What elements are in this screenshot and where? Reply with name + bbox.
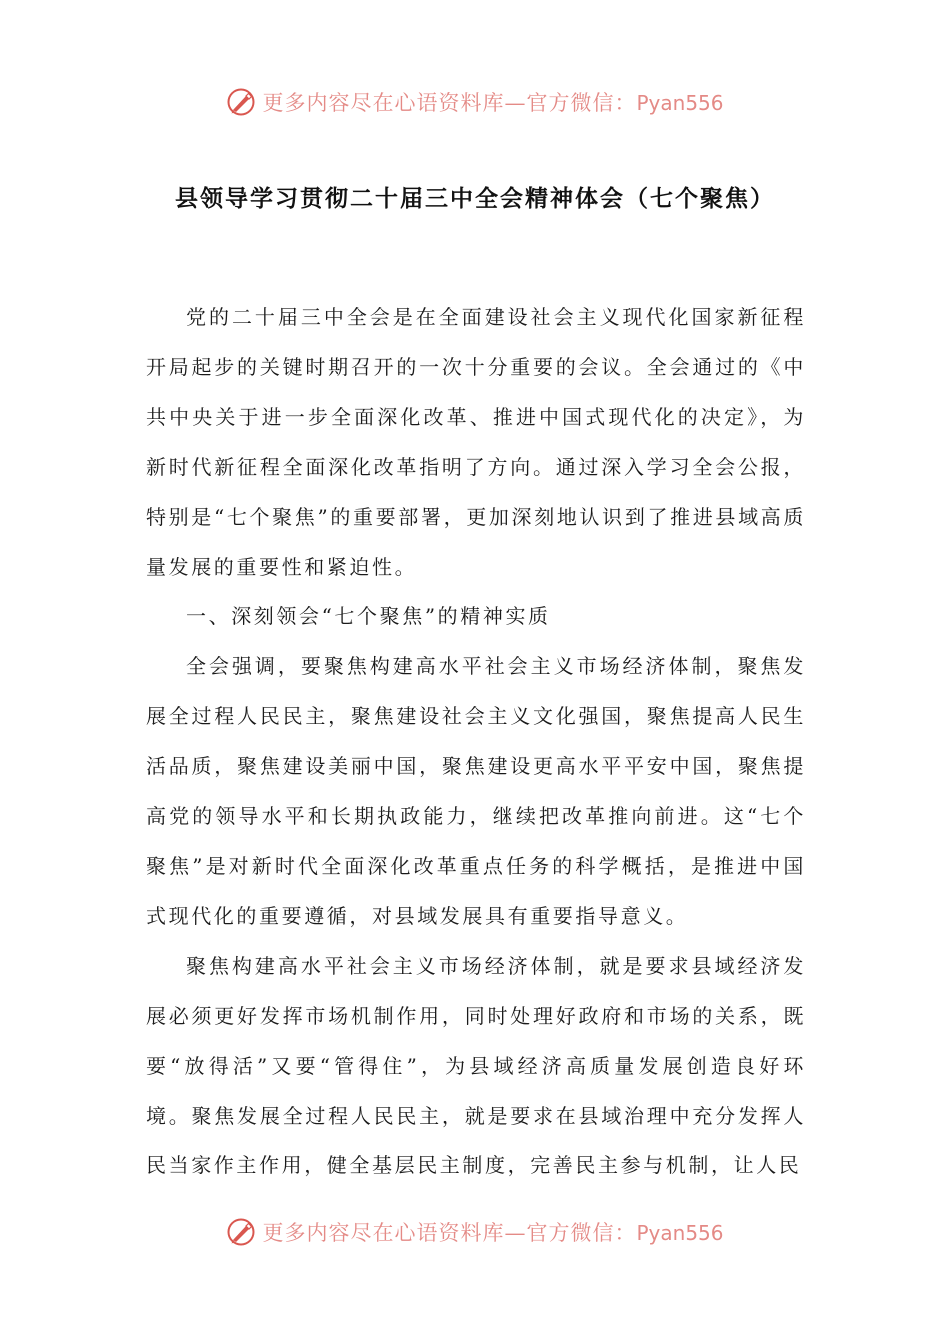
watermark-label: 更多内容尽在心语资料库—官方微信： [262, 91, 637, 115]
watermark-banner-bottom [0, 1212, 950, 1252]
pen-logo-icon [226, 87, 256, 117]
watermark-wechat-id: Pyan556 [636, 1221, 724, 1245]
section-heading: 一、深刻领会“七个聚焦”的精神实质 [186, 604, 551, 629]
paragraph: 全会强调，要聚焦构建高水平社会主义市场经济体制，聚焦发展全过程人民民主，聚焦建设社会主义文化强国，聚焦提高人民生活品质，聚焦建设美丽中国，聚焦建设更高水平平安中国，聚焦提高党的领导水平和长期执政能力，继续把改革推向前进。这“七个聚焦”是对新时代全面深化改革重点任务的科学概括，是推进中国式现代化的重要遵循，对县域发展具有重要指导意义。 [146, 654, 806, 928]
watermark-text [262, 1217, 723, 1247]
watermark-text [262, 87, 723, 117]
paragraph: 聚焦构建高水平社会主义市场经济体制，就是要求县域经济发展必须更好发挥市场机制作用，同时处理好政府和市场的关系，既要“放得活”又要“管得住”，为县域经济高质量发展创造良好环境。聚焦发展全过程人民民主，就是要求在县域治理中充分发挥人民当家作主作用，健全基层民主制度，完善民主参与机制，让人民 [146, 953, 806, 1178]
pen-logo-icon [226, 1217, 256, 1247]
watermark-label: 更多内容尽在心语资料库—官方微信： [262, 1221, 637, 1245]
watermark-wechat-id: Pyan556 [636, 91, 724, 115]
watermark-banner-top [0, 82, 950, 122]
document-title: 县领导学习贯彻二十届三中全会精神体会（七个聚焦） [175, 186, 775, 212]
paragraph: 党的二十届三中全会是在全面建设社会主义现代化国家新征程开局起步的关键时期召开的一次十分重要的会议。全会通过的《中共中央关于进一步全面深化改革、推进中国式现代化的决定》，为新时代新征程全面深化改革指明了方向。通过深入学习全会公报，特别是“七个聚焦”的重要部署，更加深刻地认识到了推进县域高质量发展的重要性和紧迫性。 [146, 305, 806, 579]
document-body [146, 293, 806, 1191]
